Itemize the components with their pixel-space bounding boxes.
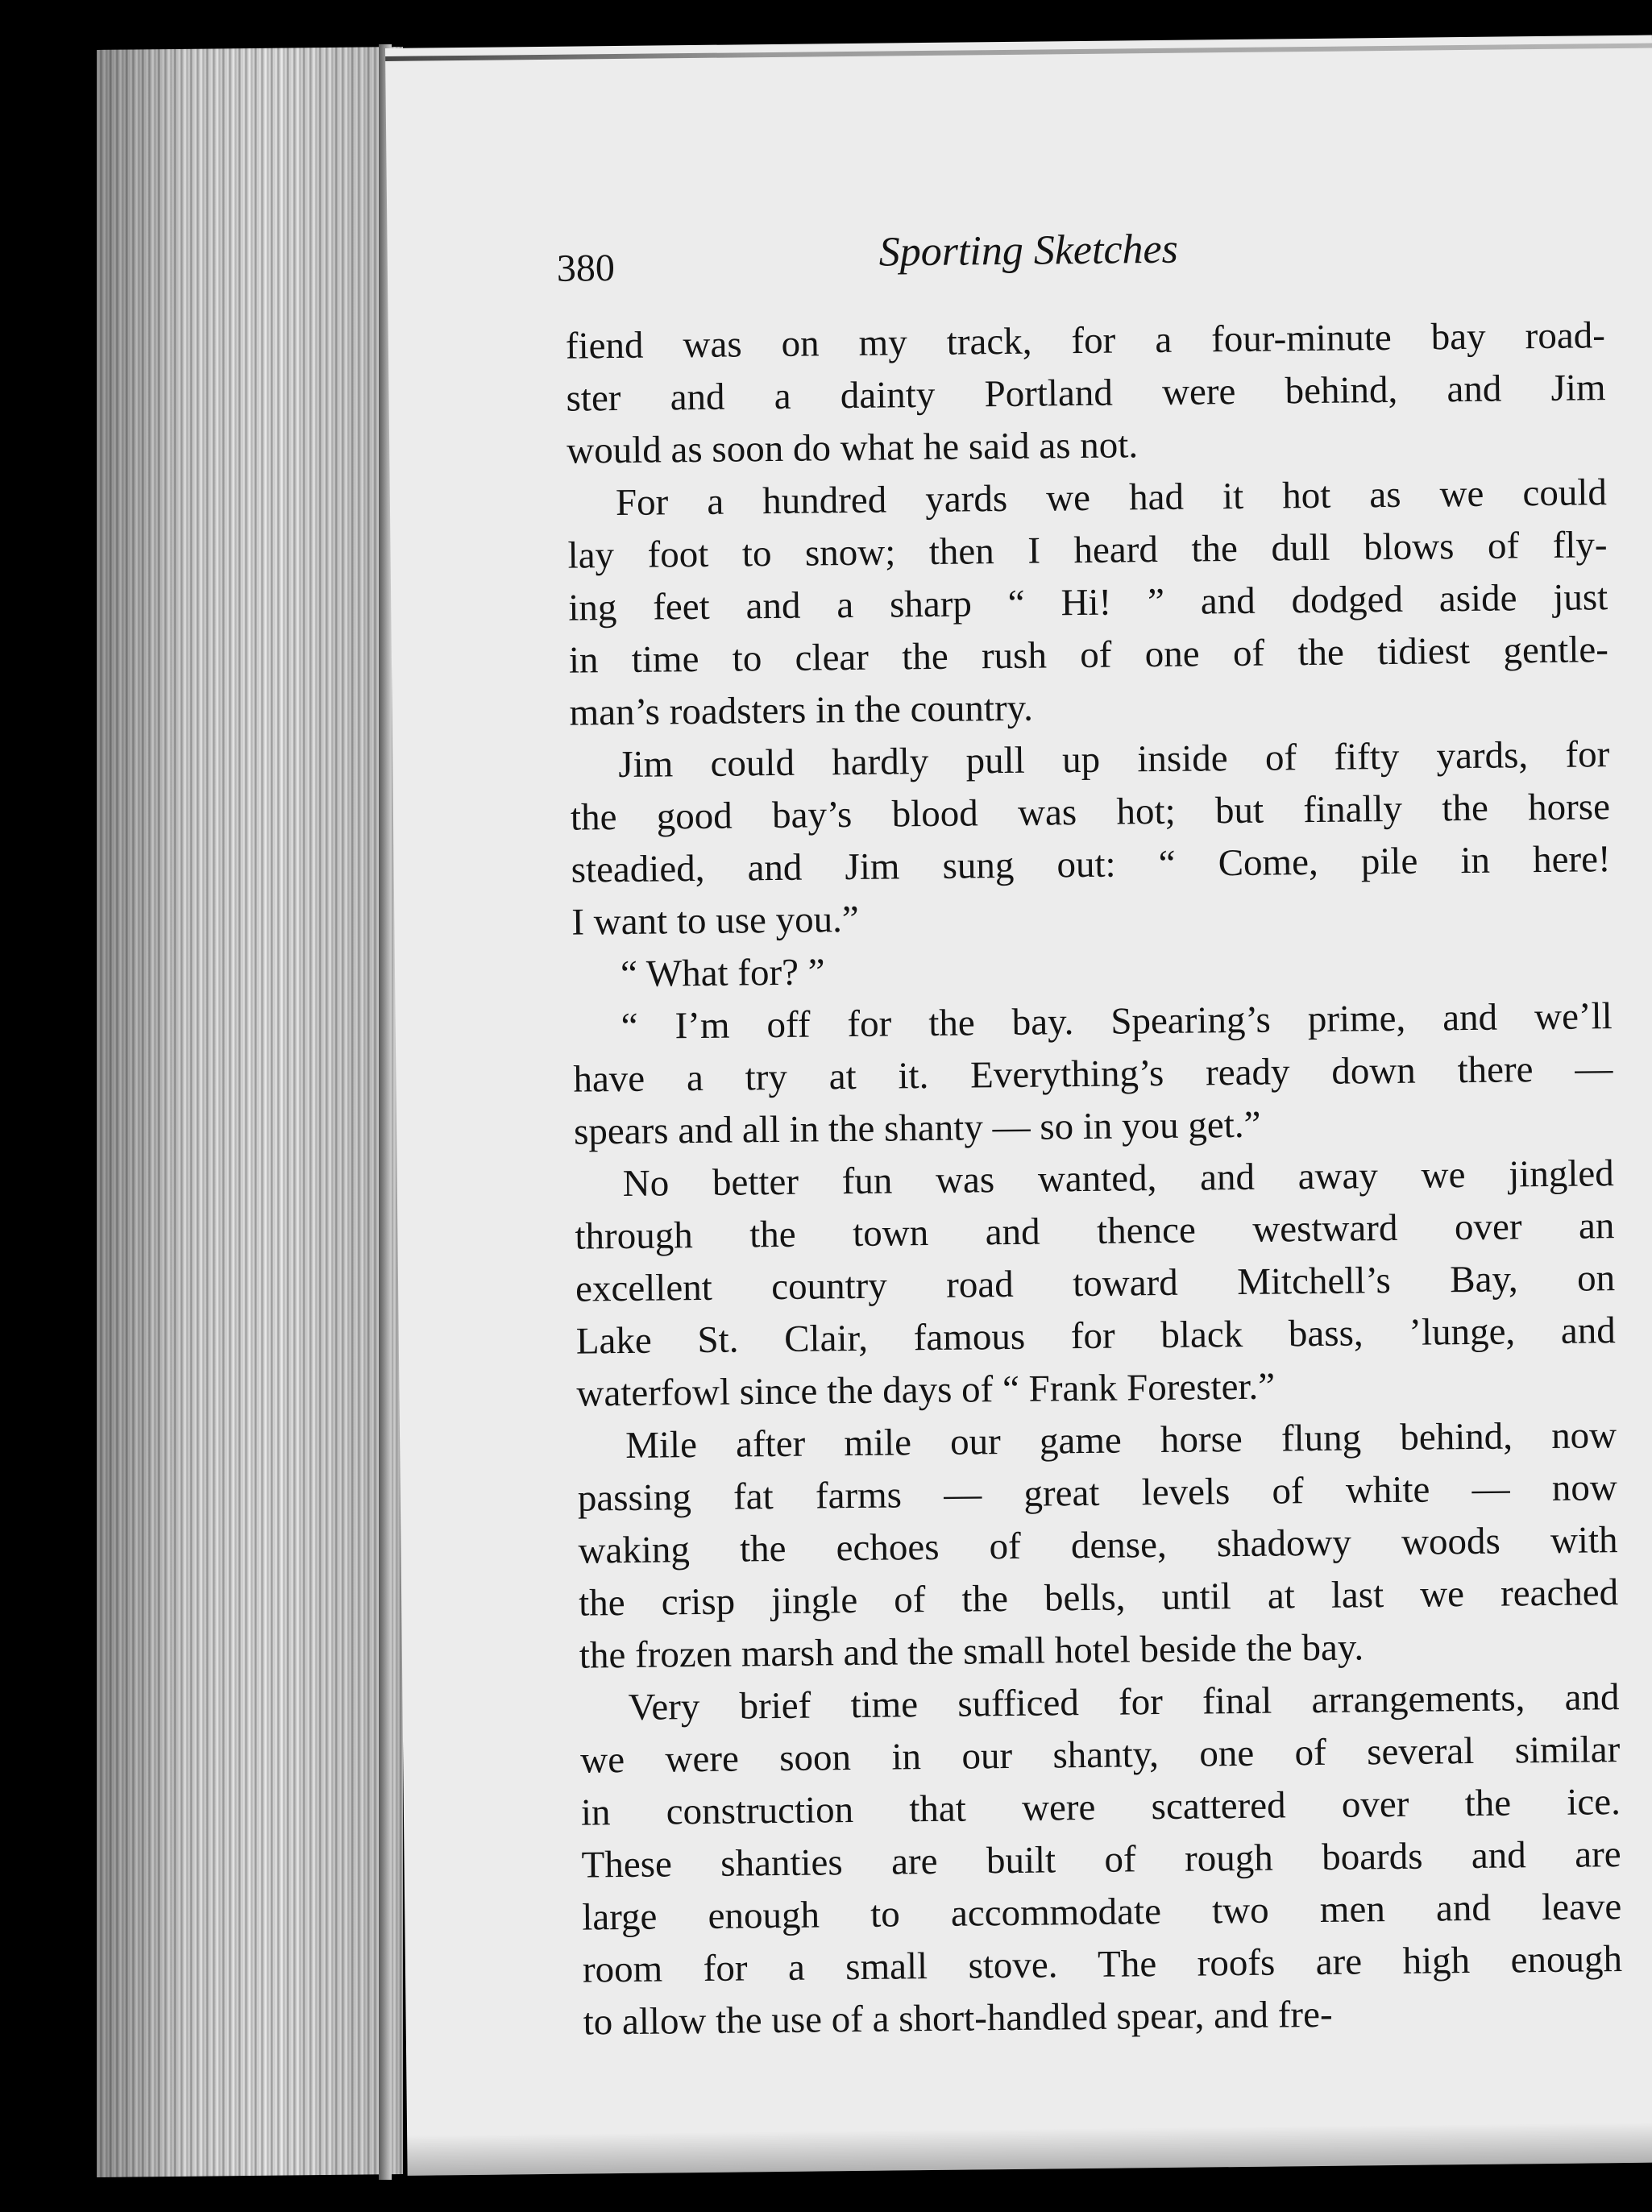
text-line: room for a small stove. The roofs are high enough xyxy=(582,1938,1623,1991)
text-line: Jim could hardly pull up inside of fifty yards, for xyxy=(618,733,1610,786)
text-line: through the town and thence westward over an xyxy=(575,1205,1615,1258)
text-line: passing fat farms — great levels of white — now xyxy=(577,1467,1618,1520)
text-line: steadied, and Jim sung out: “ Come, pile in here! xyxy=(571,838,1611,891)
paragraph xyxy=(577,1409,1619,1682)
paragraph xyxy=(567,467,1609,739)
page-top-edge xyxy=(385,44,1652,61)
running-head xyxy=(556,221,1604,297)
text-line: the frozen marsh and the small hotel beside the bay. xyxy=(579,1626,1364,1677)
running-title: Sporting Sketches xyxy=(878,226,1179,276)
text-line: fiend was on my track, for a four-minute bay road- xyxy=(565,314,1606,367)
text-line: large enough to accommodate two men and leave xyxy=(582,1886,1622,1939)
text-line: These shanties are built of rough boards and are xyxy=(581,1833,1621,1886)
text-line: we were soon in our shanty, one of several similar xyxy=(579,1729,1621,1782)
text-line: “ I’m off for the bay. Spearing’s prime, and we’ll xyxy=(621,995,1613,1048)
text-line: waking the echoes of dense, shadowy woods with xyxy=(578,1519,1618,1572)
paragraph xyxy=(574,1148,1616,1420)
text-line: ster and a dainty Portland were behind, and Jim xyxy=(566,367,1606,420)
book-page xyxy=(385,35,1652,2176)
text-line: excellent country road toward Mitchell’s Bay, on xyxy=(575,1257,1616,1310)
text-line: “ What for? ” xyxy=(620,951,825,996)
text-line: the crisp jingle of the bells, until at last we reached xyxy=(578,1571,1619,1625)
text-line: the good bay’s blood was hot; but finally the horse xyxy=(570,786,1611,839)
page-bottom-shadow xyxy=(407,2122,1652,2175)
text-line: Very brief time sufficed for final arrangements, and xyxy=(628,1676,1620,1729)
text-line: Lake St. Clair, famous for black bass, ’lunge, and xyxy=(575,1309,1617,1363)
text-line: to allow the use of a short-handled spear, and fre- xyxy=(583,1993,1333,2044)
text-line: man’s roadsters in the country. xyxy=(569,687,1034,734)
paragraph xyxy=(566,309,1607,477)
text-line: in construction that were scattered over the ice. xyxy=(580,1781,1621,1834)
text-line: No better fun was wanted, and away we jingled xyxy=(622,1152,1614,1205)
text-line: Mile after mile our game horse flung behind, now xyxy=(625,1414,1617,1467)
text-line: waterfowl since the days of “ Frank Forester.” xyxy=(576,1365,1276,1415)
text-line: I want to use you.” xyxy=(571,898,859,944)
text-line: have a try at it. Everything’s ready down there — xyxy=(573,1048,1613,1101)
text-line: ing feet and a sharp “ Hi! ” and dodged aside just xyxy=(568,576,1608,629)
page-number: 380 xyxy=(556,247,616,290)
paragraph xyxy=(572,990,1613,1158)
text-line: in time to clear the rush of one of the tidiest gentle- xyxy=(568,629,1609,682)
paragraph xyxy=(579,1671,1623,2048)
body-text xyxy=(566,309,1623,2048)
text-line: For a hundred yards we had it hot as we could xyxy=(615,471,1608,525)
paragraph xyxy=(570,728,1612,948)
text-line: lay foot to snow; then I heard the dull blows of fly- xyxy=(567,524,1608,577)
text-line: spears and all in the shanty — so in you get.” xyxy=(573,1103,1261,1153)
page-edges-shadow xyxy=(97,47,403,2177)
text-line: would as soon do what he said as not. xyxy=(566,424,1139,472)
